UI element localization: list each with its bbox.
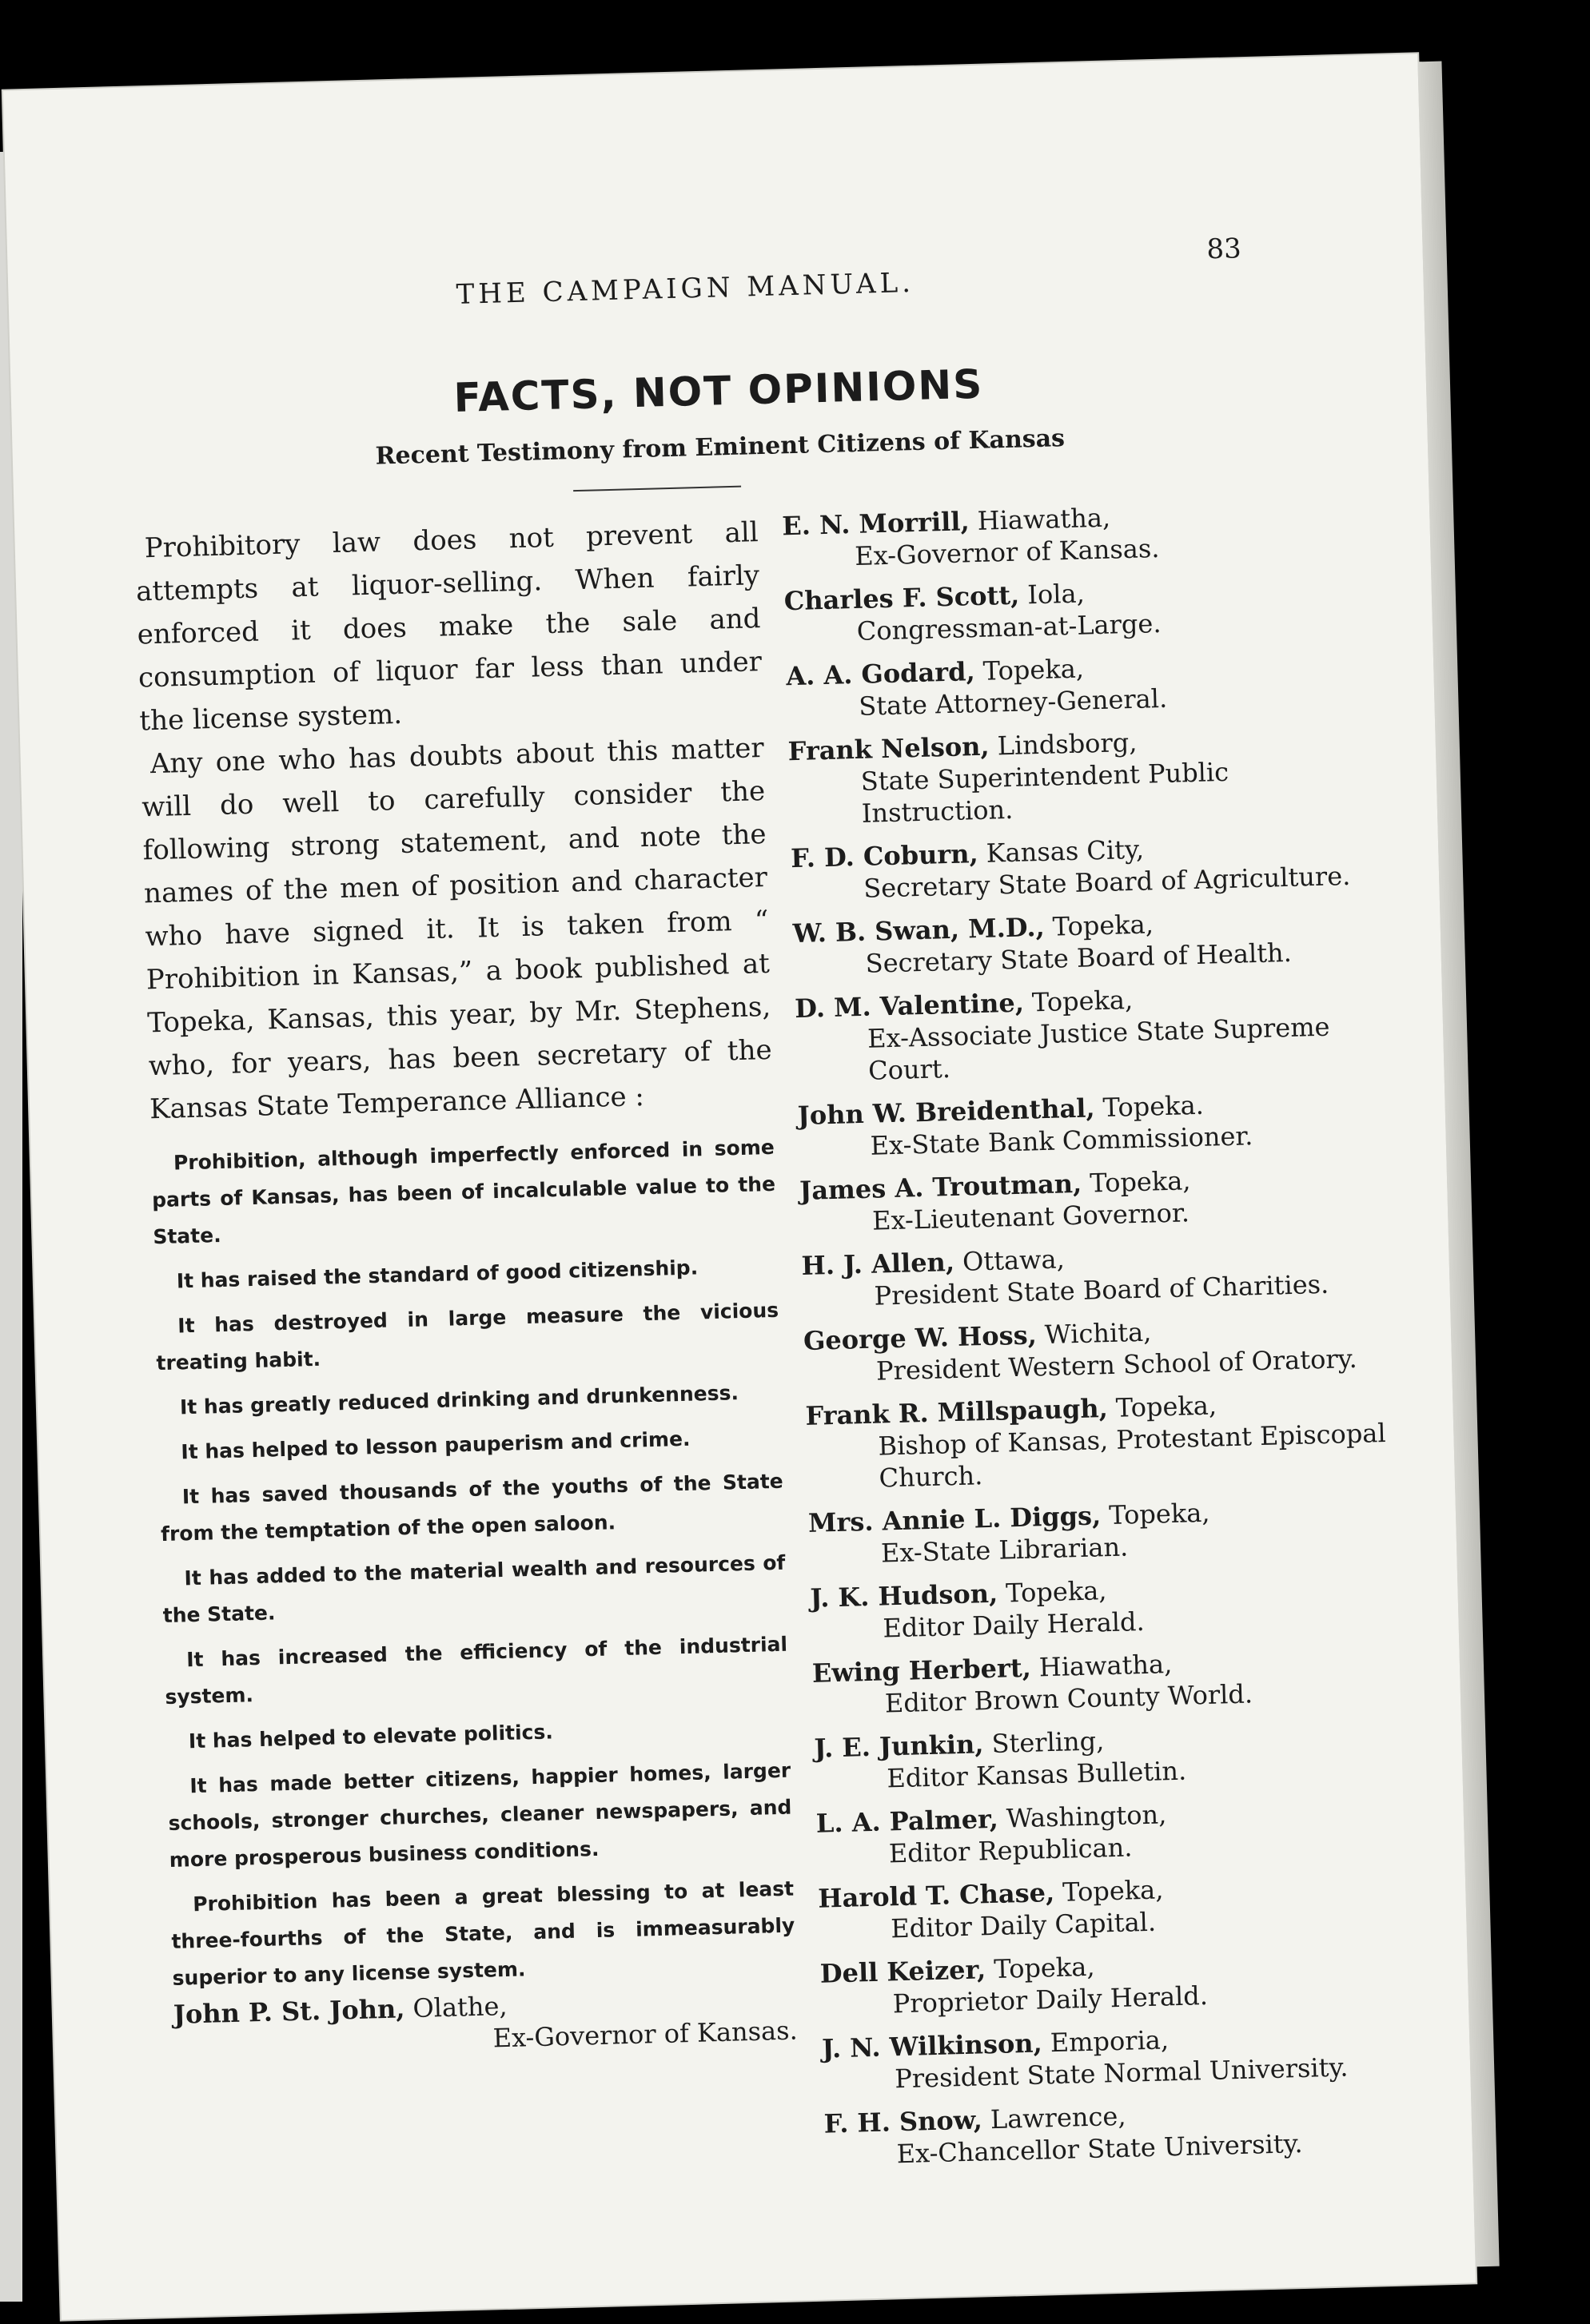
signer-name: John W. Breidenthal, — [797, 1092, 1095, 1132]
title-rule — [573, 486, 741, 491]
signer-role: State Attorney-General. — [858, 682, 1168, 722]
signer-name: F. H. Snow, — [823, 2104, 983, 2139]
statement-paragraph: It has destroyed in large measure the vicious treating habit. — [156, 1298, 779, 1375]
signer-name: Ewing Herbert, — [811, 1652, 1032, 1689]
signer-entry — [810, 1566, 1403, 1646]
signer-entry — [799, 1160, 1393, 1239]
signer-role: Ex-Governor of Kansas. — [854, 532, 1160, 571]
signer-entry — [791, 827, 1384, 906]
signer-entry — [805, 1385, 1399, 1496]
signer-entry — [822, 2017, 1415, 2096]
signer-name: James A. Troutman, — [799, 1168, 1082, 1207]
signer-place: Lawrence, — [982, 2100, 1126, 2135]
signer-role: Bishop of Kansas, Protestant Episcopal Church. — [878, 1417, 1387, 1494]
signer-entry — [786, 645, 1379, 724]
signer-role: Secretary State Board of Agriculture. — [863, 860, 1351, 904]
signer-entry — [823, 2092, 1417, 2171]
signer-place: Olathe, — [404, 1990, 508, 2024]
signer-role: Ex-State Librarian. — [880, 1531, 1129, 1569]
signer-name: F. D. Coburn, — [790, 838, 979, 874]
signer-place: Wichita, — [1036, 1316, 1152, 1351]
signer-name: Frank Nelson, — [787, 730, 990, 767]
page-number: 83 — [1205, 233, 1242, 266]
signer-name: W. B. Swan, M.D., — [792, 911, 1046, 949]
article-subtitle: Recent Testimony from Eminent Citizens of Kansas — [375, 424, 1066, 471]
signer-place: Topeka, — [974, 653, 1085, 687]
signer-role: Ex-State Bank Commissioner. — [870, 1120, 1253, 1161]
signer-name: Charles F. Scott, — [783, 579, 1020, 617]
running-head: THE CAMPAIGN MANUAL. — [456, 266, 915, 311]
intro-paragraph: Any one who has doubts about this matter will do well to carefully consider the following strong statement, and note the names of the men of position and character who have signed it. It is taken from “ Prohibition in Kansas,” a book published at Topeka, Kansas, this year, by Mr. Stephens, who, for years, has been secretary of the Kansas State Temperance Alliance : — [141, 732, 773, 1126]
signer-place: Topeka, — [1100, 1497, 1210, 1531]
signer-place: Topeka, — [985, 1951, 1095, 1985]
signer-name: J. K. Hudson, — [810, 1578, 998, 1614]
signer-role: President State Normal University. — [894, 2051, 1349, 2095]
signer-place: Topeka, — [1054, 1874, 1164, 1908]
signer-entry — [814, 1717, 1407, 1796]
signer-name: J. N. Wilkinson, — [821, 2028, 1043, 2064]
statement-paragraph: Prohibition has been a great blessing to at least three-fourths of the State, and is immeasurably superior to any license system. — [171, 1876, 795, 1990]
signer-place: Topeka, — [1081, 1165, 1191, 1199]
signer-entry — [782, 495, 1375, 574]
signer-entry — [797, 1084, 1390, 1164]
signer-role: Editor Daily Herald. — [883, 1606, 1146, 1644]
intro-paragraph: Prohibitory law does not prevent all attempts at liquor-selling. When fairly enforced it does make the sale and consumption of liquor far less than under the license system. — [135, 516, 763, 738]
page-edge-shadow — [1417, 62, 1499, 2267]
signer-name: George W. Hoss, — [803, 1319, 1038, 1356]
signer-entry — [811, 1642, 1405, 1721]
signer-place: Ottawa, — [954, 1244, 1066, 1277]
signers-column — [782, 495, 1417, 2183]
signer-name: Mrs. Annie L. Diggs, — [807, 1500, 1102, 1538]
signer-name: John P. St. John, — [173, 1993, 405, 2030]
signer-place: Iola, — [1018, 578, 1086, 611]
signer-place: Topeka, — [1044, 909, 1154, 942]
signer-entry — [803, 1310, 1397, 1389]
signer-place: Hiawatha, — [1030, 1649, 1173, 1683]
signer-place: Washington, — [998, 1799, 1167, 1834]
signer-role: President State Board of Charities. — [874, 1268, 1329, 1311]
article-title: FACTS, NOT OPINIONS — [452, 360, 984, 422]
signer-entry — [783, 570, 1377, 649]
signer-role: State Superintendent Public Instruction. — [860, 756, 1229, 829]
statement-paragraph: Prohibition, although imperfectly enforced in some parts of Kansas, has been of incalculable value to the State. — [151, 1135, 776, 1249]
signer-role: Ex-Governor of Kansas. — [492, 2015, 799, 2054]
signer-place: Kansas City, — [978, 834, 1145, 870]
signer-name: E. N. Morrill, — [781, 506, 970, 542]
signer-role: Editor Republican. — [888, 1832, 1133, 1869]
signer-entry — [819, 1942, 1413, 2021]
signer-name: D. M. Valentine, — [794, 987, 1025, 1025]
statement-paragraph: It has helped to elevate politics. — [188, 1720, 554, 1753]
signer-place: Topeka. — [1094, 1089, 1205, 1124]
signer-entry — [792, 902, 1385, 981]
signer-entry — [795, 977, 1389, 1088]
signer-place: Lindsborg, — [989, 726, 1138, 762]
signer-entry — [787, 720, 1381, 831]
signer-role: Ex-Lieutenant Governor. — [871, 1197, 1190, 1236]
statement-paragraph: It has helped to lesson pauperism and crime. — [181, 1427, 691, 1464]
signer-entry — [808, 1492, 1401, 1571]
left-column — [134, 511, 798, 2074]
signer-role: Editor Brown County World. — [884, 1678, 1253, 1719]
statement-paragraph: It has increased the efficiency of the industrial system. — [165, 1632, 788, 1709]
signer-name: Harold T. Chase, — [817, 1876, 1055, 1914]
signer-role: Proprietor Daily Herald. — [892, 1980, 1209, 2020]
signer-entry — [815, 1792, 1409, 1871]
signer-role: Ex-Chancellor State University. — [896, 2127, 1304, 2170]
signer-name: H. J. Allen, — [801, 1246, 955, 1281]
signer-place: Emporia, — [1042, 2024, 1170, 2059]
signer-place: Topeka, — [997, 1575, 1107, 1609]
signer-role: President Western School of Oratory. — [875, 1343, 1358, 1387]
signer-role: Congressman-at-Large. — [856, 607, 1162, 647]
statement-paragraph: It has made better citizens, happier homes, larger schools, stronger churches, cleaner newspapers, and more prosperous business conditions. — [168, 1758, 792, 1872]
signer-place: Topeka, — [1107, 1390, 1217, 1424]
signer-name: A. A. Godard, — [785, 656, 976, 692]
statement-paragraph: It has raised the standard of good citizenship. — [176, 1256, 699, 1293]
signer-name: J. E. Junkin, — [813, 1729, 984, 1764]
signer-role: Editor Daily Capital. — [890, 1906, 1157, 1944]
signer-role: Secretary State Board of Health. — [865, 937, 1293, 979]
statement-paragraph: It has added to the material wealth and resources of the State. — [162, 1550, 786, 1628]
signer-place: Topeka, — [1023, 985, 1134, 1018]
signer-name: L. A. Palmer, — [815, 1803, 999, 1839]
signer-place: Sterling, — [982, 1725, 1105, 1760]
signer-name: Frank R. Millspaugh, — [805, 1393, 1109, 1431]
signer-entry — [818, 1867, 1411, 1946]
signer-role: Ex-Associate Justice State Supreme Court. — [867, 1011, 1330, 1086]
signer-place: Hiawatha, — [969, 502, 1111, 537]
signer-role: Editor Kansas Bulletin. — [886, 1755, 1187, 1794]
book-page — [3, 54, 1476, 2319]
statement-paragraph: It has greatly reduced drinking and drunkenness. — [179, 1381, 739, 1419]
signer-name: Dell Keizer, — [819, 1954, 986, 1989]
statement-paragraph: It has saved thousands of the youths of the State from the temptation of the open saloon. — [160, 1469, 784, 1546]
signer-entry — [801, 1235, 1394, 1314]
